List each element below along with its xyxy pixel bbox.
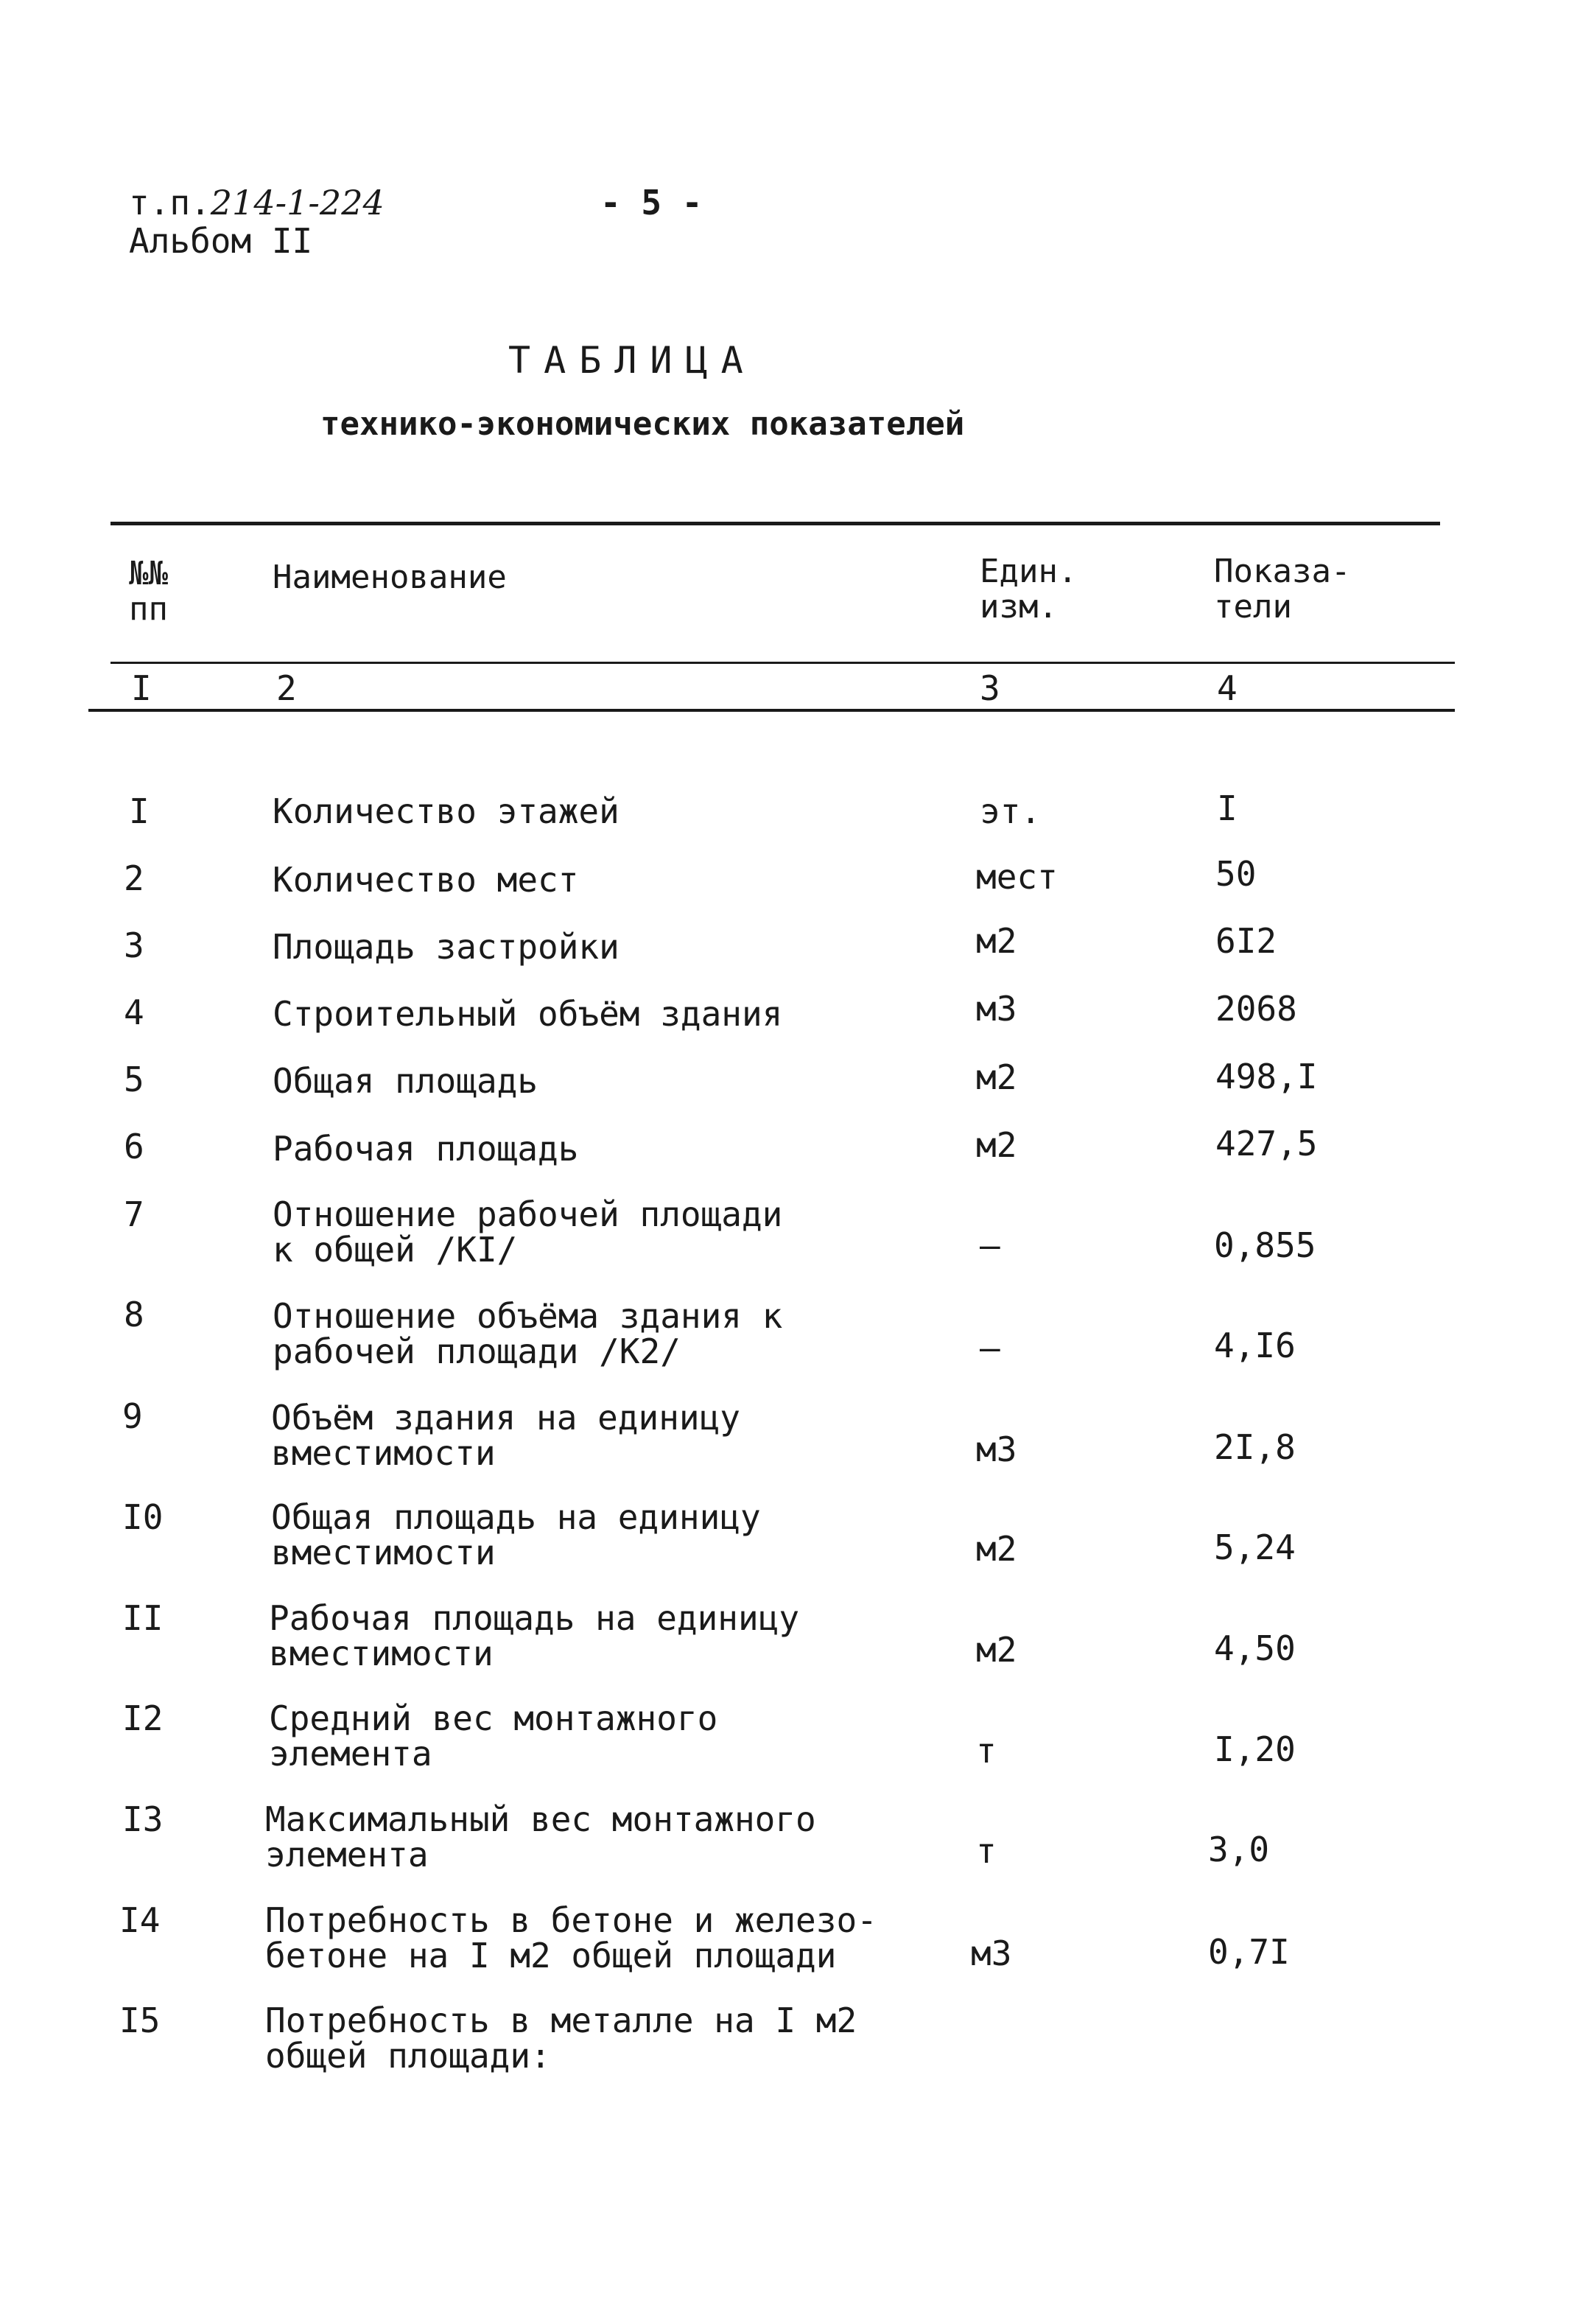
row-name: Строительный объём здания [273,994,783,1034]
row-value: 0,855 [1214,1225,1316,1265]
row-value: I,20 [1214,1729,1296,1769]
album-label: Альбом II [129,221,313,261]
row-name: Максимальный вес монтажного элемента [265,1799,816,1875]
row-number: II [122,1598,164,1638]
row-number: 5 [124,1060,144,1099]
row-value: 0,7I [1208,1932,1290,1972]
row-name: Рабочая площадь на единицу вместимости [269,1598,800,1673]
row-unit: м3 [976,1429,1017,1469]
row-name: Общая площадь на единицу вместимости [271,1497,761,1572]
row-name: Количество мест [273,860,579,900]
row-unit: м2 [976,921,1017,961]
row-unit: мест [976,857,1058,897]
row-value: 50 [1215,854,1257,894]
row-value: 3,0 [1208,1830,1270,1869]
row-number: I5 [119,2001,161,2040]
row-number: I [129,791,150,831]
column-index: 4 [1217,668,1238,708]
row-number: 3 [124,925,144,965]
row-number: 7 [124,1194,144,1234]
row-number: I3 [122,1799,164,1839]
series-prefix: т.п. [129,183,211,223]
column-header-value: Показа- тели [1214,553,1351,626]
row-number: 2 [124,858,144,898]
row-name: Общая площадь [273,1061,538,1101]
row-value: 498,I [1215,1057,1318,1096]
row-value: 6I2 [1215,921,1277,961]
table-top-rule [110,522,1440,525]
row-value: 4,I6 [1214,1326,1296,1365]
row-number: I0 [122,1497,164,1537]
column-header-name: Наименование [273,559,507,596]
page-number: - 5 - [600,183,703,223]
series-number: 214-1-224 [210,183,385,223]
row-name: Средний вес монтажного элемента [269,1698,718,1774]
column-header-unit: Един. изм. [980,553,1078,626]
row-number: 4 [124,993,144,1032]
row-name: Потребность в металле на I м2 общей площади: [265,2001,857,2076]
row-name: Площадь застройки [273,927,619,967]
table-subtitle: технико-экономических показателей [320,405,965,443]
column-index: 3 [980,668,1000,708]
row-value: 2I,8 [1214,1427,1296,1467]
row-unit: м2 [976,1125,1017,1165]
row-name: Отношение рабочей площади к общей /КI/ [273,1194,783,1270]
column-header-num: №№ пп [129,555,168,628]
column-index: 2 [276,668,297,708]
series-label [129,184,385,221]
row-unit: – [980,1328,1000,1368]
row-name: Потребность в бетоне и железо- бетоне на I м2 общей площади [265,1900,877,1975]
row-number: I4 [119,1900,161,1940]
index-rule [88,709,1455,712]
row-number: 8 [124,1295,144,1334]
row-unit: эт. [980,791,1042,831]
row-name: Количество этажей [273,791,619,831]
table-title: ТАБЛИЦА [508,339,757,382]
row-value: 427,5 [1215,1124,1318,1163]
column-index: I [131,668,152,708]
row-number: I2 [122,1698,164,1738]
row-unit: т [976,1831,997,1871]
row-value: 2068 [1215,989,1297,1029]
header-rule [110,662,1455,664]
row-name: Объём здания на единицу вместимости [271,1398,740,1473]
row-unit: м3 [976,989,1017,1029]
row-value: 4,50 [1214,1628,1296,1668]
row-name: Отношение объёма здания к рабочей площади /К2/ [273,1296,783,1371]
row-unit: м3 [971,1933,1012,1973]
row-unit: м2 [976,1057,1017,1097]
row-unit: – [980,1225,1000,1265]
row-number: 9 [122,1396,143,1436]
row-number: 6 [124,1127,144,1166]
row-value: 5,24 [1214,1527,1296,1567]
row-name: Рабочая площадь [273,1129,579,1169]
row-unit: т [976,1731,997,1771]
row-unit: м2 [976,1630,1017,1670]
row-unit: м2 [976,1529,1017,1569]
row-value: I [1217,788,1238,828]
